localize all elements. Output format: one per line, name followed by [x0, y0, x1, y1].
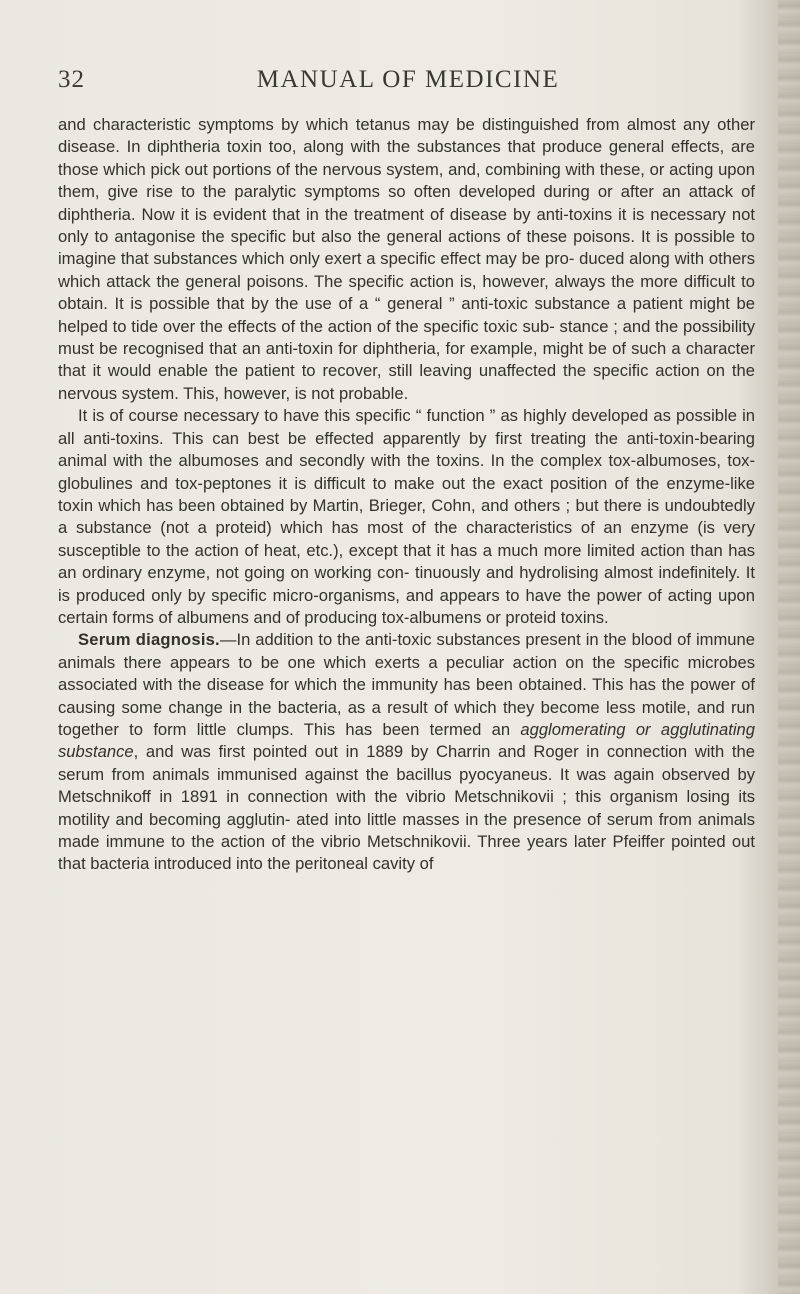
paragraph-3 [58, 629, 755, 875]
paragraph-3-text-a: —In addition to the anti-toxic substances present in the blood of immune animals there appears to be one which exerts a peculiar action on the specific microbes associated with the disease for which the immunity has been obtained. This has the power of causing some change in the bacteria, as a result of which they become less motile, and run together to form little clumps. This has been termed an [58, 630, 755, 739]
page-edge-shadow [778, 0, 800, 1294]
emphasis-agglomerating-substance: agglomerating or agglutinating substance [58, 719, 755, 762]
paragraph-1: and characteristic symptoms by which tetanus may be distinguished from almost any other disease. In diphtheria toxin too, along with the substances that produce general effects, are those which pick out portions of the nervous system, and, combining with these, or acting upon them, give rise to the paralytic symptoms so often developed during or after an attack of diphtheria. Now it is evident that in the treatment of disease by anti-toxins it is necessary not only to antagonise the specific but also the general actions of these poisons. It is possible to imagine that substances which only exert a specific effect may be pro- duced along with others which attack the general poisons. The specific action is, however, always the more difficult to obtain. It is possible that by the use of a “ general ” anti-toxic substance a patient might be helped to tide over the effects of the action of the specific toxic sub- stance ; and the possibility must be recognised that an anti-toxin for diphtheria, for example, might be of such a character that it would enable the patient to recover, still leaving unaffected the specific action on the nervous system. This, however, is not probable. [58, 115, 755, 403]
paragraph-3-text-b: , and was first pointed out in 1889 by Charrin and Roger in connection with the serum from animals immunised against the bacillus pyocyaneus. It was again observed by Metschnikoff in 1891 in connection with the vibrio Metschnikovii ; this organism losing its motility and becoming agglutin- ated into little masses in the presence of serum from animals made immune to the action of the vibrio Metschnikovii. Three years later Pfeiffer pointed out that bacteria introduced into the peritoneal cavity of [58, 742, 755, 874]
body-text [58, 114, 755, 876]
page-number: 32 [58, 66, 85, 93]
paragraph-2: It is of course necessary to have this specific “ function ” as highly developed as possible in all anti-toxins. This can best be effected apparently by first treating the anti-toxin-bearing animal with the albumoses and secondly with the toxins. In the complex tox-albumoses, tox-globulines and tox-peptones it is difficult to make out the exact position of the enzyme-like toxin which has been obtained by Martin, Brieger, Cohn, and others ; but there is undoubtedly a substance (not a proteid) which has most of the characteristics of an enzyme (is very susceptible to the action of heat, etc.), except that it has a much more limited action than has an ordinary enzyme, not going on working con- tinuously and hydrolising almost indefinitely. It is produced only by specific micro-organisms, and appears to have the power of acting upon certain forms of albumens and of producing tox-albumens or proteid toxins. [58, 406, 755, 627]
running-head: MANUAL OF MEDICINE [256, 66, 560, 93]
section-heading-serum-diagnosis: Serum diagnosis. [78, 630, 220, 650]
page-header [58, 66, 758, 100]
